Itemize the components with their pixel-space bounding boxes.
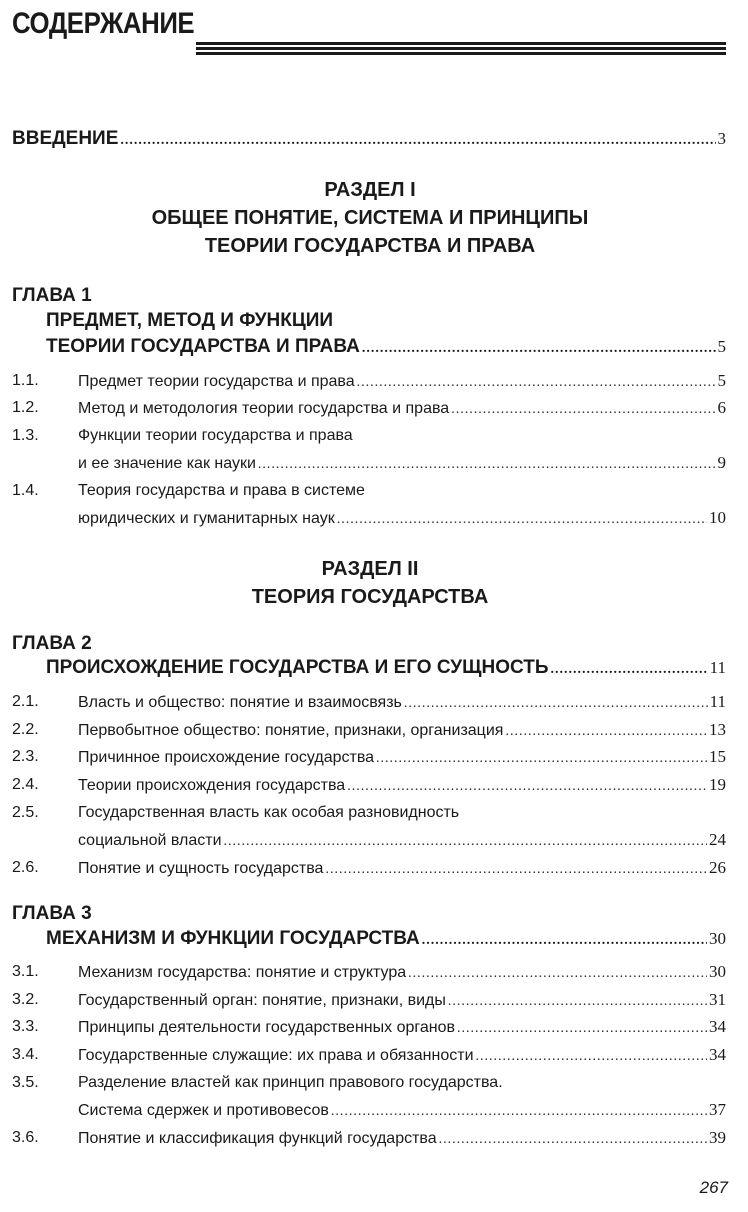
toc-entry-label: юридических и гуманитарных наук bbox=[78, 510, 335, 527]
dot-leader bbox=[347, 775, 707, 799]
toc-entry-page: 5 bbox=[717, 371, 726, 390]
dot-leader bbox=[337, 508, 707, 532]
dot-leader bbox=[362, 337, 716, 361]
toc-entry-1-4[interactable] bbox=[78, 506, 726, 532]
toc-entry-label: Власть и общество: понятие и взаимосвязь bbox=[78, 694, 402, 711]
toc-entry-label-line1: Государственная власть как особая разновидность bbox=[78, 804, 460, 821]
toc-entry-page: 24 bbox=[709, 830, 726, 849]
toc-entry-3-2[interactable] bbox=[78, 988, 726, 1014]
section-heading-line: ОБЩЕЕ ПОНЯТИЕ, СИСТЕМА И ПРИНЦИПЫ bbox=[151, 207, 589, 229]
dot-leader bbox=[551, 658, 708, 682]
dot-leader bbox=[120, 129, 715, 153]
dot-leader bbox=[376, 747, 707, 771]
item-number: 3.5. bbox=[12, 1074, 39, 1091]
item-number: 2.3. bbox=[12, 748, 39, 765]
toc-entry-3-6[interactable] bbox=[78, 1126, 726, 1152]
toc-entry-label: Государственные служащие: их права и обязанности bbox=[78, 1047, 474, 1064]
toc-entry-2-4[interactable] bbox=[78, 773, 726, 799]
dot-leader bbox=[325, 858, 707, 882]
toc-entry-page: 3 bbox=[717, 129, 726, 148]
toc-entry-label: МЕХАНИЗМ И ФУНКЦИИ ГОСУДАРСТВА bbox=[46, 928, 420, 949]
item-number: 3.6. bbox=[12, 1129, 39, 1146]
toc-entry-page: 10 bbox=[709, 508, 726, 527]
toc-entry-1-3[interactable] bbox=[78, 451, 726, 477]
toc-entry-page: 19 bbox=[709, 775, 726, 794]
toc-entry-3-3[interactable] bbox=[78, 1015, 726, 1041]
toc-entry-page: 37 bbox=[709, 1100, 726, 1119]
dot-leader bbox=[439, 1128, 707, 1152]
dot-leader bbox=[404, 692, 708, 716]
dot-leader bbox=[476, 1045, 708, 1069]
toc-entry-label: Государственный орган: понятие, признаки, виды bbox=[78, 992, 446, 1009]
item-number: 3.1. bbox=[12, 963, 39, 980]
item-number: 3.2. bbox=[12, 991, 39, 1008]
chapter-label: ГЛАВА 2 bbox=[12, 633, 92, 654]
item-number: 3.4. bbox=[12, 1046, 39, 1063]
dot-leader bbox=[357, 371, 716, 395]
dot-leader bbox=[448, 990, 707, 1014]
page-number: 267 bbox=[699, 1178, 728, 1197]
toc-entry-label: Система сдержек и противовесов bbox=[78, 1102, 329, 1119]
chapter-title: ПРЕДМЕТ, МЕТОД И ФУНКЦИИ bbox=[46, 310, 334, 331]
toc-entry-page: 31 bbox=[709, 990, 726, 1009]
toc-entry-page: 15 bbox=[709, 747, 726, 766]
item-number: 1.2. bbox=[12, 399, 39, 416]
toc-entry-2-1[interactable] bbox=[78, 690, 726, 716]
toc-entry-page: 30 bbox=[709, 929, 726, 948]
toc-entry-label: Принципы деятельности государственных органов bbox=[78, 1019, 455, 1036]
toc-entry-label: Первобытное общество: понятие, признаки, организация bbox=[78, 722, 504, 739]
dot-leader bbox=[258, 453, 716, 477]
toc-entry-label-line1: Разделение властей как принцип правового государства. bbox=[78, 1074, 503, 1091]
toc-entry-label: Предмет теории государства и права bbox=[78, 373, 355, 390]
dot-leader bbox=[331, 1100, 707, 1124]
toc-entry-label-line1: Функции теории государства и права bbox=[78, 427, 353, 444]
toc-entry-2-6[interactable] bbox=[78, 856, 726, 882]
toc-entry-label-line1: Теория государства и права в системе bbox=[78, 482, 365, 499]
dot-leader bbox=[451, 398, 715, 422]
toc-entry-label: Метод и методология теории государства и права bbox=[78, 400, 450, 417]
section-heading-line: РАЗДЕЛ II bbox=[321, 558, 419, 580]
item-number: 3.3. bbox=[12, 1018, 39, 1035]
chapter-label: ГЛАВА 3 bbox=[12, 903, 92, 924]
toc-entry-chapter-2[interactable] bbox=[46, 656, 726, 682]
toc-entry-label: и ее значение как науки bbox=[78, 455, 256, 472]
toc-entry-label: ВВЕДЕНИЕ bbox=[12, 128, 119, 149]
dot-leader bbox=[457, 1017, 707, 1041]
toc-entry-page: 11 bbox=[709, 692, 726, 711]
item-number: 2.6. bbox=[12, 859, 39, 876]
item-number: 2.5. bbox=[12, 804, 39, 821]
dot-leader bbox=[422, 929, 707, 953]
item-number: 1.1. bbox=[12, 372, 39, 389]
toc-entry-1-2[interactable] bbox=[78, 396, 726, 422]
toc-entry-chapter-1[interactable] bbox=[46, 335, 726, 361]
toc-entry-label: Понятие и классификация функций государства bbox=[78, 1130, 437, 1147]
toc-entry-intro[interactable] bbox=[12, 127, 726, 153]
item-number: 1.4. bbox=[12, 482, 39, 499]
toc-entry-page: 34 bbox=[709, 1045, 726, 1064]
dot-leader bbox=[224, 830, 708, 854]
page-title: СОДЕРЖАНИЕ bbox=[12, 7, 195, 40]
toc-entry-page: 30 bbox=[709, 962, 726, 981]
toc-entry-page: 13 bbox=[709, 720, 726, 739]
toc-entry-2-5[interactable] bbox=[78, 828, 726, 854]
toc-entry-label: Механизм государства: понятие и структура bbox=[78, 964, 407, 981]
toc-entry-label: Теории происхождения государства bbox=[78, 777, 346, 794]
toc-entry-label: социальной власти bbox=[78, 832, 222, 849]
toc-entry-page: 6 bbox=[717, 398, 726, 417]
section-heading-line: ТЕОРИИ ГОСУДАРСТВА И ПРАВА bbox=[204, 235, 536, 257]
item-number: 2.4. bbox=[12, 776, 39, 793]
toc-entry-3-1[interactable] bbox=[78, 960, 726, 986]
section-heading-line: РАЗДЕЛ I bbox=[324, 179, 416, 201]
title-underline bbox=[196, 42, 726, 57]
item-number: 2.2. bbox=[12, 721, 39, 738]
toc-entry-page: 26 bbox=[709, 858, 726, 877]
item-number: 1.3. bbox=[12, 427, 39, 444]
toc-entry-label: Причинное происхождение государства bbox=[78, 749, 375, 766]
toc-entry-page: 39 bbox=[709, 1128, 726, 1147]
toc-entry-page: 34 bbox=[709, 1017, 726, 1036]
toc-entry-2-2[interactable] bbox=[78, 718, 726, 744]
dot-leader bbox=[505, 720, 707, 744]
toc-entry-page: 9 bbox=[717, 453, 726, 472]
toc-entry-chapter-3[interactable] bbox=[46, 927, 726, 953]
chapter-label: ГЛАВА 1 bbox=[12, 285, 92, 306]
dot-leader bbox=[408, 962, 707, 986]
item-number: 2.1. bbox=[12, 693, 39, 710]
toc-entry-page: 5 bbox=[717, 337, 726, 356]
toc-entry-1-1[interactable] bbox=[78, 369, 726, 395]
section-heading-line: ТЕОРИЯ ГОСУДАРСТВА bbox=[251, 586, 489, 608]
toc-entry-label: Понятие и сущность государства bbox=[78, 860, 324, 877]
toc-entry-3-4[interactable] bbox=[78, 1043, 726, 1069]
toc-entry-page: 11 bbox=[709, 658, 726, 677]
toc-entry-label: ПРОИСХОЖДЕНИЕ ГОСУДАРСТВА И ЕГО СУЩНОСТЬ bbox=[46, 657, 549, 678]
toc-entry-label: ТЕОРИИ ГОСУДАРСТВА И ПРАВА bbox=[46, 336, 360, 357]
toc-entry-2-3[interactable] bbox=[78, 745, 726, 771]
toc-entry-3-5[interactable] bbox=[78, 1098, 726, 1124]
